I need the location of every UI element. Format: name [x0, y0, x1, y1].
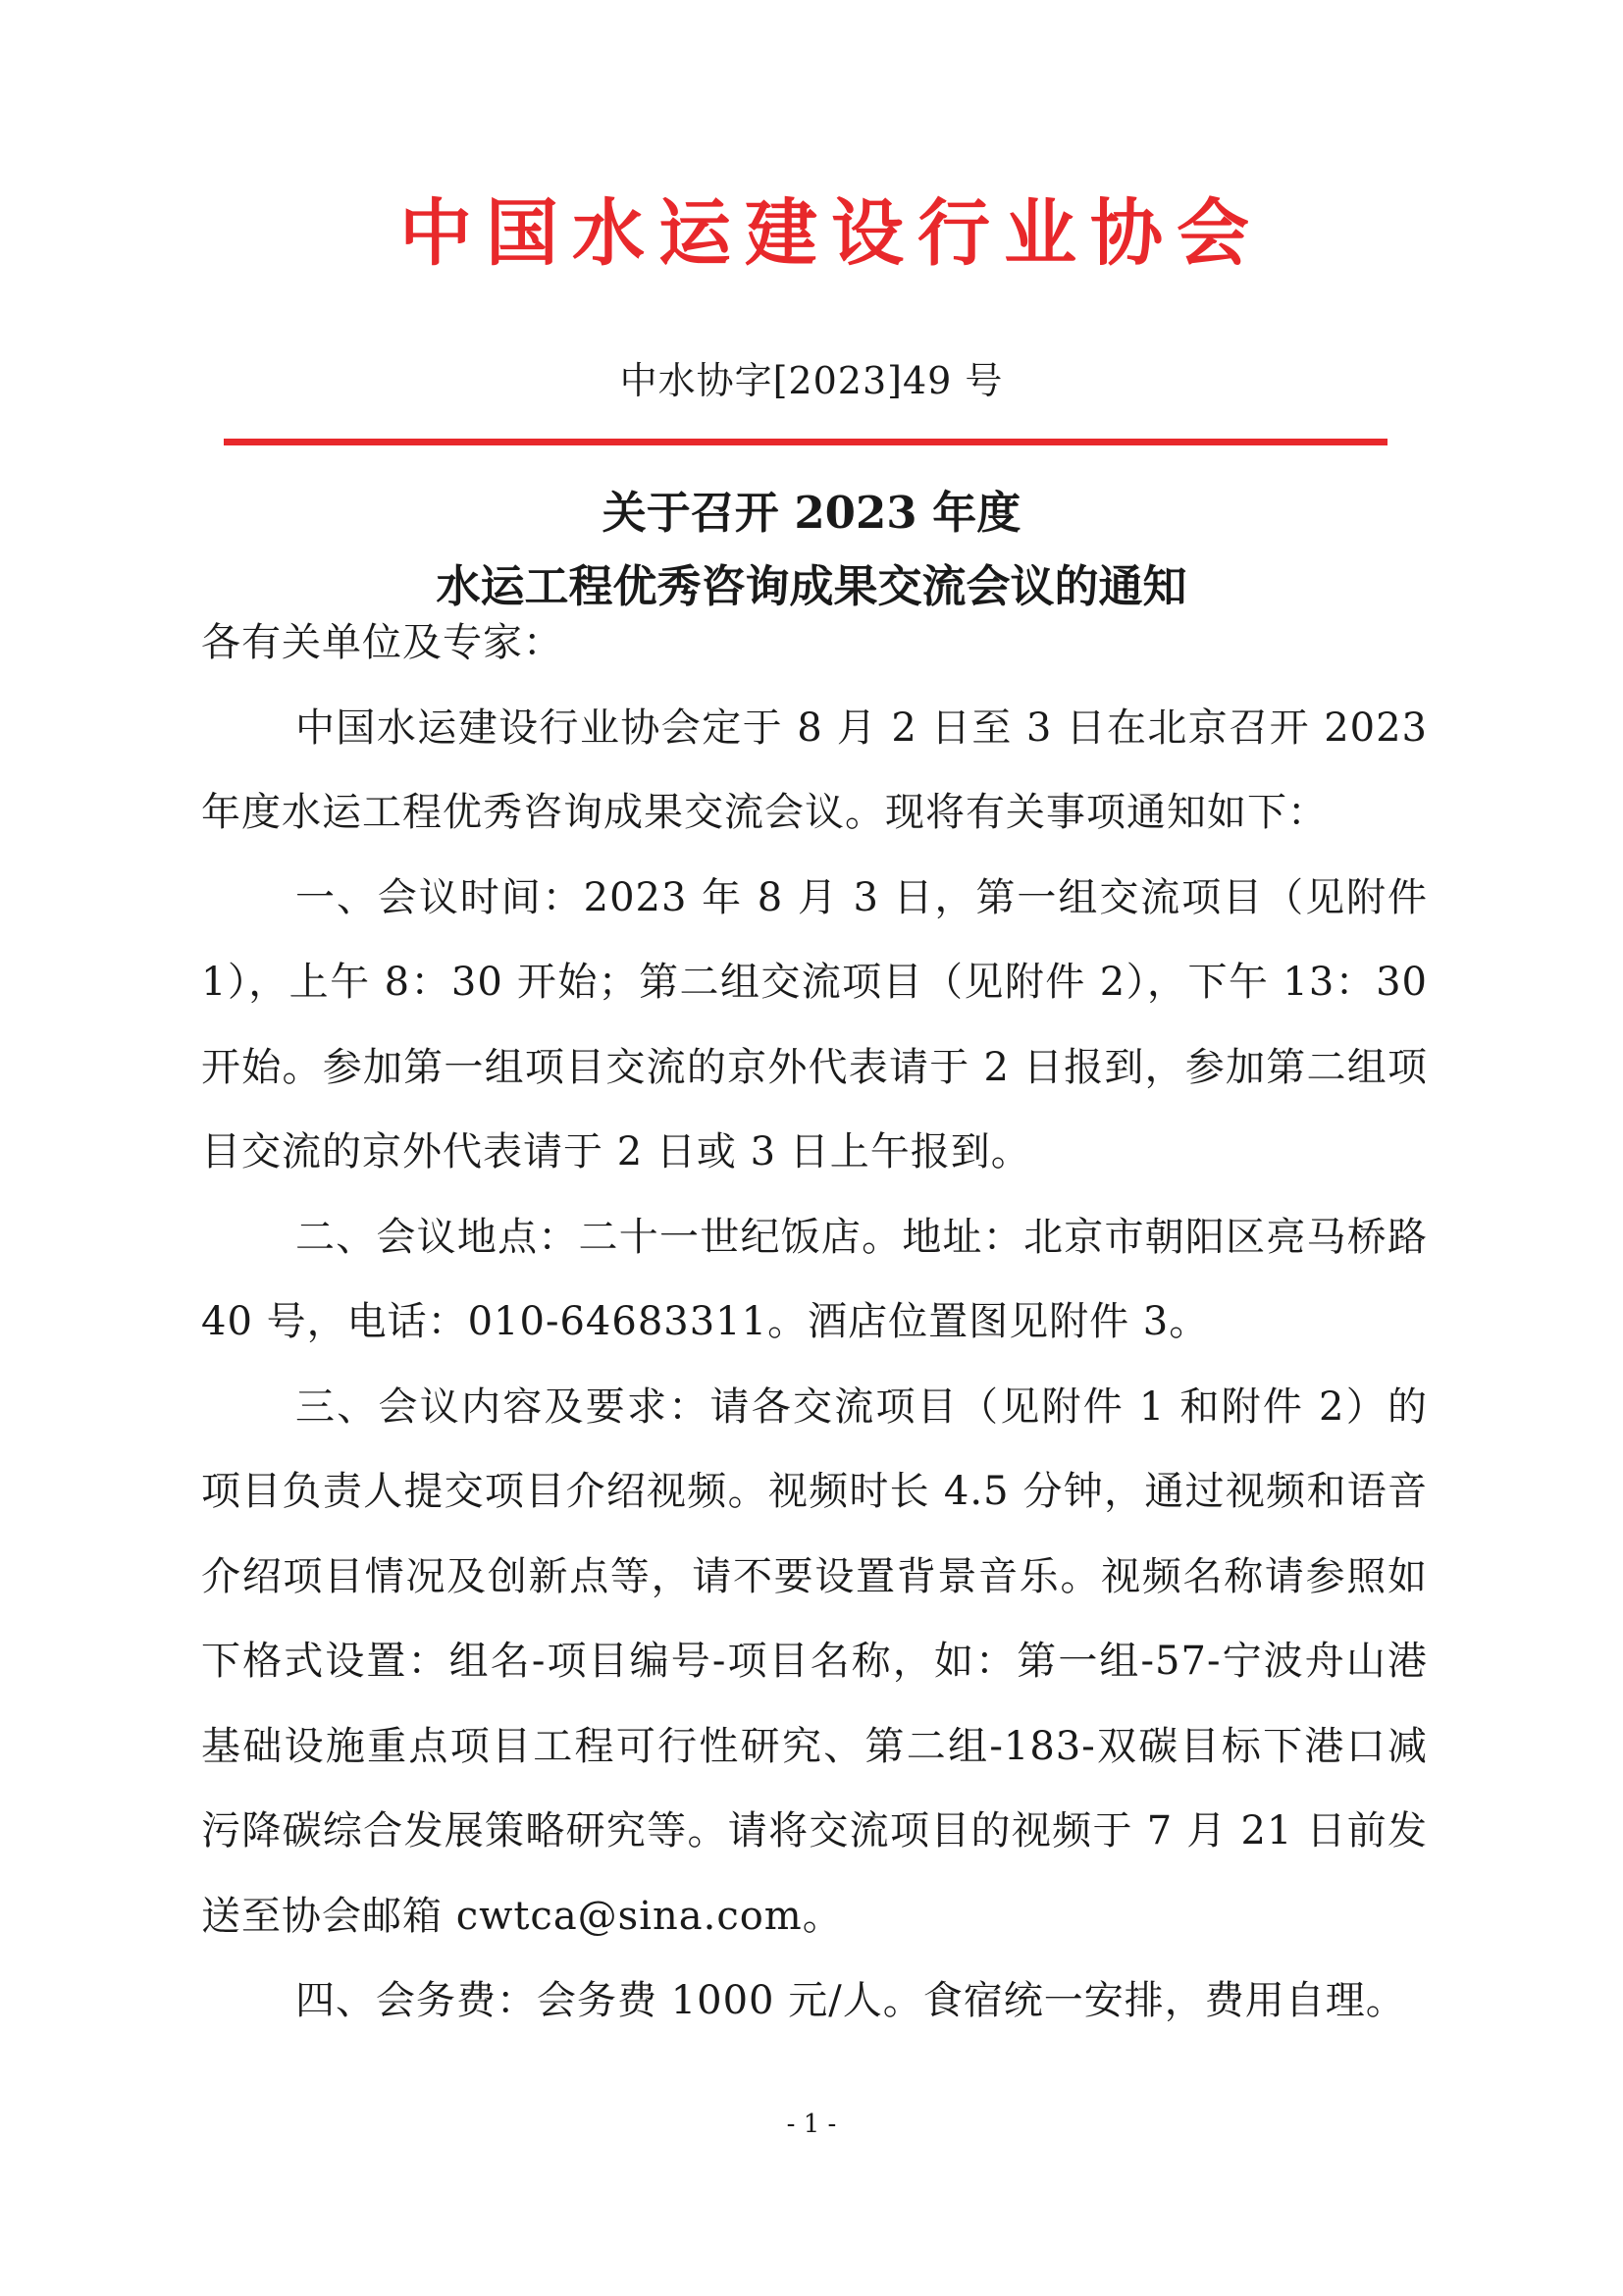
page-number: - 1 -	[786, 2110, 837, 2139]
body-paragraph-intro: 中国水运建设行业协会定于 8 月 2 日至 3 日在北京召开 2023 年度水运工程优秀咨询成果交流会议。现将有关事项通知如下：	[201, 704, 1428, 835]
body-paragraph-meeting-time: 一、会议时间：2023 年 8 月 3 日，第一组交流项目（见附件 1），上午 8：30 开始；第二组交流项目（见附件 2），下午 13：30 开始。参加第一组项目交流的京外代表请于 2 日报到，参加第二组项目交流的京外代表请于 2 日或 3 日上午报到。	[201, 874, 1428, 1174]
notice-title-line-1: 关于召开 2023 年度	[602, 487, 1021, 539]
notice-body	[201, 600, 1428, 2044]
body-paragraph-fees: 四、会务费：会务费 1000 元/人。食宿统一安排，费用自理。	[295, 1978, 1406, 2023]
body-paragraph-content-requirements: 三、会议内容及要求：请各交流项目（见附件 1 和附件 2）的项目负责人提交项目介绍视频。视频时长 4.5 分钟，通过视频和语音介绍项目情况及创新点等，请不要设置背景音乐。视频名称请参照如下格式设置：组名-项目编号-项目名称，如：第一组-57-宁波舟山港基础设施重点项目工程可行性研究、第二组-183-双碳目标下港口减污降碳综合发展策略研究等。请将交流项目的视频于 7 月 21 日前发送至协会邮箱 cwtca@sina.com。	[201, 1383, 1428, 1939]
notice-title-line-2: 水运工程优秀咨询成果交流会议的通知	[436, 560, 1187, 612]
organization-header: 中国水运建设行业协会	[399, 191, 1263, 276]
document-number: 中水协字[2023]49 号	[619, 359, 1004, 402]
salutation: 各有关单位及专家：	[201, 620, 563, 665]
red-divider-rule	[224, 439, 1387, 445]
body-paragraph-meeting-location: 二、会议地点：二十一世纪饭店。地址：北京市朝阳区亮马桥路 40 号，电话：010-64683311。酒店位置图见附件 3。	[201, 1214, 1428, 1344]
